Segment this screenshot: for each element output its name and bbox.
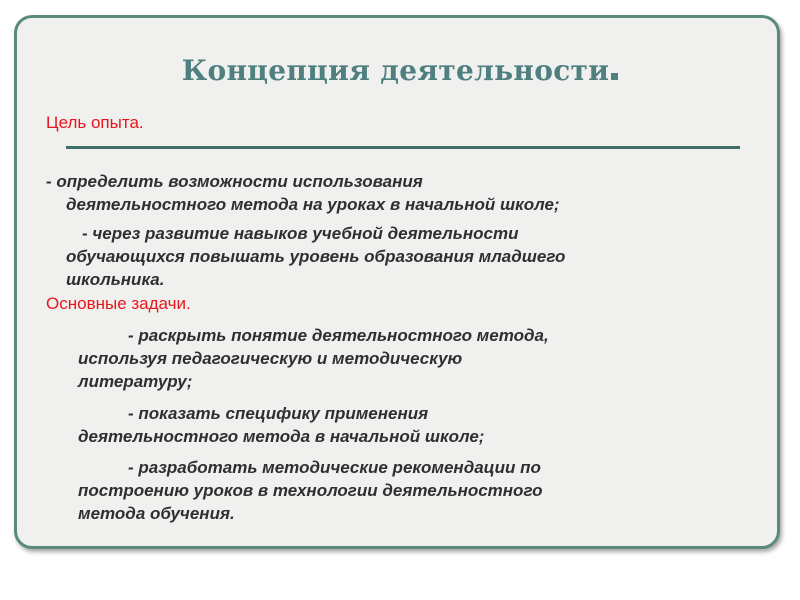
task-item-2-line-2: деятельностного метода в начальной школе; [78,427,485,446]
goal-item-2-line-3: школьника. [66,270,165,289]
title-period-mark [611,73,618,80]
slide-title-text: Концепция деятельности [181,54,610,87]
goal-item-2-line-2: обучающихся повышать уровень образования младшего [66,247,566,266]
task-item-3-line-2: построению уроков в технологии деятельностного [78,481,543,500]
task-item-2-line-1: - показать специфику применения [128,404,429,423]
task-item-2 [78,402,484,448]
goal-item-1 [46,170,560,216]
goal-item-1-line-2: деятельностного метода на уроках в начальной школе; [66,195,560,214]
task-item-3-line-1: - разработать методические рекомендации по [128,458,541,477]
slide-title [0,54,800,87]
task-item-1-line-2: используя педагогическую и методическую [78,349,463,368]
task-item-1 [78,324,549,393]
task-item-1-line-3: литературу; [78,372,193,391]
tasks-heading: Основные задачи. [46,294,191,313]
goal-item-2 [66,222,565,291]
goal-item-1-line-1: - определить возможности использования [46,172,423,191]
divider-line [66,146,740,149]
task-item-3-line-3: метода обучения. [78,504,235,523]
goal-heading: Цель опыта. [46,113,144,132]
task-item-3 [78,456,542,525]
task-item-1-line-1: - раскрыть понятие деятельностного метода, [128,326,549,345]
goal-item-2-line-1: - через развитие навыков учебной деятельности [82,224,519,243]
